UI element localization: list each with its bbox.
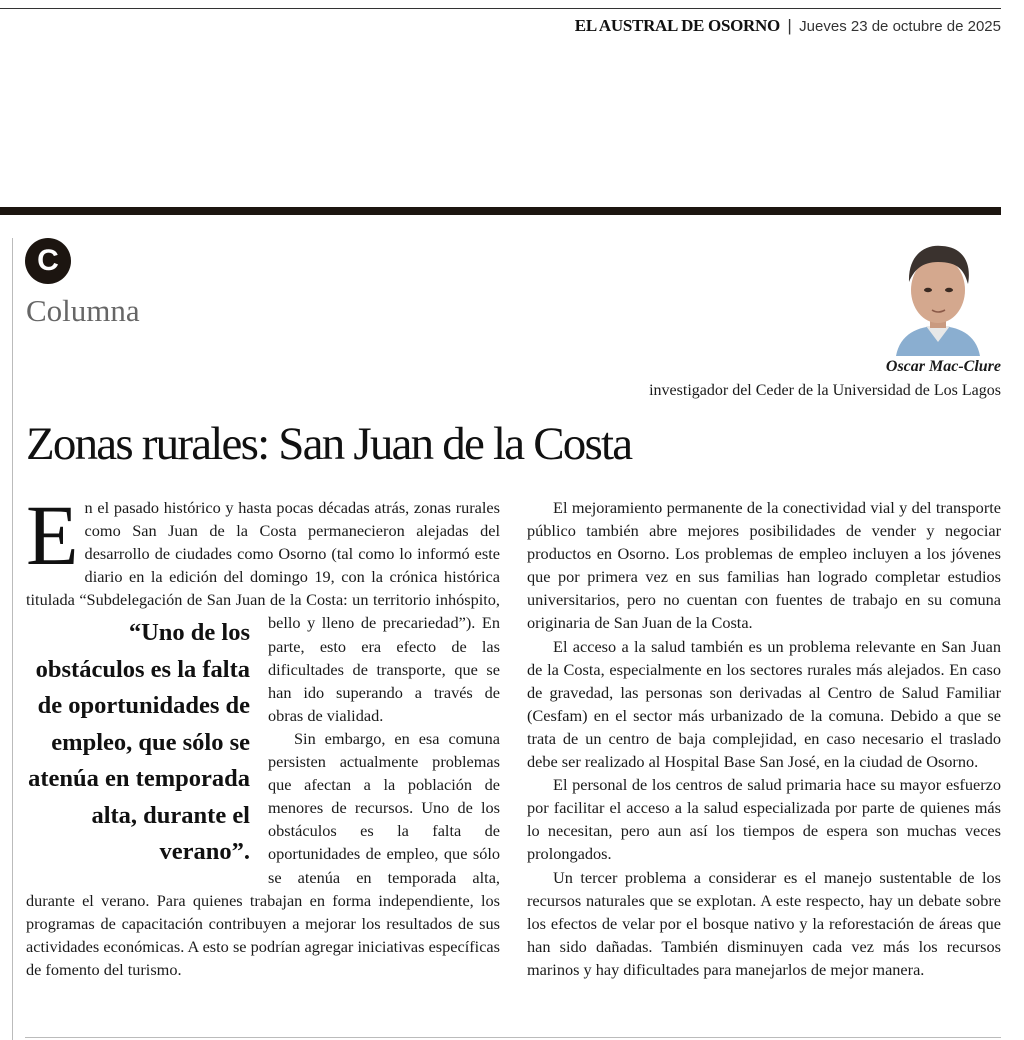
drop-cap: E: [26, 487, 79, 583]
article-paragraph: El acceso a la salud también es un problema relevante en San Juan de la Costa, especialmente en los sectores rurales más alejados. En caso de gravedad, las personas son derivadas al Centro de Salud Familiar (Cesfam) en el sector más urbanizado de la comuna. Debido a que se trata de un centro de baja complejidad, en caso necesario el traslado debe ser realizado al Hospital Base San José, en la ciudad de Osorno.: [527, 636, 1001, 772]
paragraph-segment: pito, bello y lleno de precariedad”). En parte, esto era efecto de las dificultades de transporte, que se han ido superando a través de obras de vialidad.: [268, 590, 500, 725]
top-rule: [0, 8, 1001, 9]
article-paragraph: Un tercer problema a considerar es el manejo sustentable de los recursos naturales que se explotan. A este respecto, hay un debate sobre los efectos de velar por el bosque nativo y la reforestación de áreas que han sido dañadas. También disminuyen cada vez más los recursos marinos y hay dificultades para manejarlos de mejor manera.: [527, 867, 1001, 979]
masthead-separator: |: [787, 16, 792, 35]
author-name: Oscar Mac-Clure: [885, 358, 1001, 375]
bottom-rule: [25, 1037, 1001, 1038]
masthead: [575, 15, 1001, 38]
article-paragraph: Sin embargo, en esa comuna persisten actualmente problemas que afectan a la población de menores de recursos. Uno de los obstáculos es la falta de oportunidades de empleo, que sólo se atenúa en temporada alta, durante el verano. Para quienes trabajan en forma independiente, los programas de capacitación contribuyen a mejorar los resultados de sus actividades económicas. A esto se podrían agregar iniciativas específicas de fomento del turismo.: [26, 728, 500, 979]
section-label: Columna: [26, 293, 140, 328]
article-paragraph: El mejoramiento permanente de la conectividad vial y del transporte público también abre mejores posibilidades de vender y negociar productos en Osorno. Los problemas de empleo incluyen a los jóvenes que por primera vez en sus familias han logrado completar estudios universitarios, pero no cuentan con fuentes de trabajo en su comuna originaria de San Juan de la Costa.: [527, 498, 1001, 633]
article-paragraph: El personal de los centros de salud primaria hace su mayor esfuerzo por facilitar el acceso a la salud especializada por parte de quienes más lo necesitan, pero aun así los tiempos de espera son muchas veces prolongados.: [527, 775, 1001, 864]
section-badge: C: [25, 238, 71, 284]
column-border-left: [12, 238, 13, 1040]
article-column-left: [26, 487, 500, 981]
newspaper-name: EL AUSTRAL DE OSORNO: [574, 16, 780, 35]
paragraph-segment: n el pasado histórico y hasta pocas décadas atrás, zonas rurales como San Juan de la Costa permanecieron alejadas del desarrollo de ciudades como Osorno (tal como lo informó este diario en la edición del domingo 19, con la crónica histórica titulada “Subdelegación de San Juan de la Costa: un territorio inhós: [26, 498, 500, 610]
article-headline: Zonas rurales: San Juan de la Costa: [26, 418, 632, 470]
author-role: investigador del Ceder de la Universidad de Los Lagos: [649, 382, 1001, 399]
section-divider: [0, 207, 1001, 215]
publication-date: Jueves 23 de octubre de 2025: [799, 18, 1001, 35]
author-photo: [892, 238, 984, 356]
pull-quote: “Uno de los obstáculos es la falta de oportunidades de empleo, que sólo se atenúa en temporada alta, durante el verano”.: [28, 619, 250, 866]
article-column-right: [527, 496, 1001, 981]
